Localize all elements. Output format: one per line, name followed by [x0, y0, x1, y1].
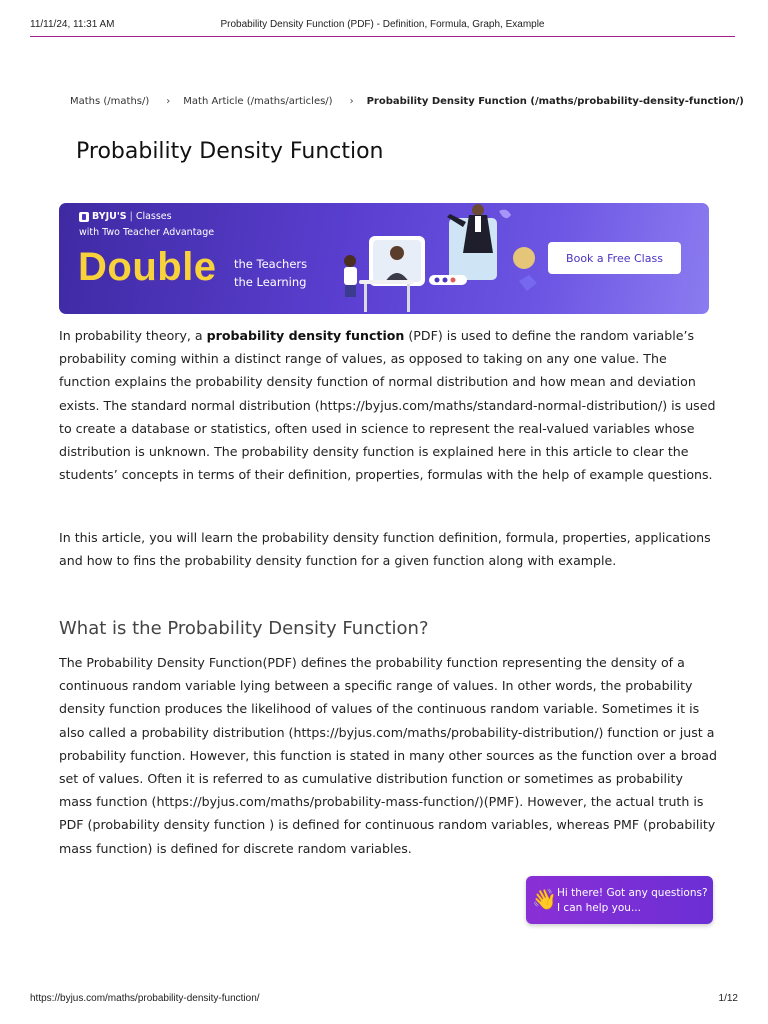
banner-subtext: [234, 255, 307, 291]
intro-paragraph: [59, 324, 719, 486]
intro-lead-text: In probability theory, a: [59, 328, 207, 343]
breadcrumb-item-maths[interactable]: Maths (/maths/): [70, 96, 150, 107]
breadcrumb-separator: ›: [166, 96, 171, 107]
breadcrumb-item-current: Probability Density Function (/maths/probability-density-function/): [366, 96, 744, 107]
chat-line-2: I can help you...: [557, 901, 641, 914]
brand-logo-icon: [79, 212, 89, 222]
intro-bold-term: probability density function: [206, 328, 405, 343]
print-timestamp: 11/11/24, 11:31 AM: [30, 19, 115, 30]
chat-line-1: Hi there! Got any questions?: [557, 887, 708, 899]
breadcrumb-separator: ›: [349, 96, 354, 107]
promo-banner[interactable]: [59, 203, 709, 314]
header-divider: [30, 36, 735, 37]
banner-subline-1: the Teachers: [234, 257, 308, 271]
definition-paragraph: The Probability Density Function(PDF) defines the probability function representing the density of a continuous random variable lying between a specific range of values. In other words, the probability density function produces the likelihood of values of the continuous random variable. Sometimes it is also called a probability distribution (https://byjus.com/maths/probability-distribution/) function or just a probability function. However, this function is stated in many other sources as the function over a broad set of values. Often it is referred to as cumulative distribution function or sometimes as probability mass function (https://byjus.com/maths/probability-mass-function/)(PMF). However, the actual truth is PDF (probability density function ) is defined for continuous random variables, whereas PMF (probability mass function) is defined for discrete random variables.: [59, 655, 718, 856]
breadcrumb: [70, 96, 744, 107]
book-free-class-button[interactable]: Book a Free Class: [548, 242, 681, 274]
section-heading: What is the Probability Density Function?: [59, 618, 429, 639]
banner-tagline: with Two Teacher Advantage: [79, 227, 215, 238]
print-document-title: Probability Density Function (PDF) - Definition, Formula, Graph, Example: [220, 19, 545, 30]
brand-name: BYJU'S: [92, 211, 127, 222]
page-title: Probability Density Function: [76, 139, 384, 164]
chat-widget[interactable]: [526, 876, 713, 924]
page-number: 1/12: [718, 993, 738, 1004]
waving-hand-icon: 👋: [532, 887, 557, 911]
print-footer-url: https://byjus.com/maths/probability-density-function/: [30, 993, 260, 1004]
brand-suffix: Classes: [135, 211, 172, 222]
teachers-illustration: [339, 203, 539, 314]
breadcrumb-item-math-article[interactable]: Math Article (/maths/articles/): [183, 96, 333, 107]
banner-brand: BYJU'S | Classes: [79, 211, 172, 222]
chat-message: [557, 886, 708, 915]
article-overview-paragraph: In this article, you will learn the probability density function definition, formula, properties, applications and how to fins the probability density function for a given function along with example.: [59, 530, 711, 569]
banner-headline: Double: [78, 245, 217, 289]
intro-rest-text: (PDF) is used to define the random variable’s probability coming within a distinct range of values, as opposed to taking on any one value. The function explains the probability density function of normal distribution and how mean and deviation exists. The standard normal distribution (https://byjus.com/maths/standard-normal-distribution/) is used to create a database or statistics, often used in science to represent the real-valued variables whose distribution is unknown. The probability density function is explained here in this article to clear the students’ concepts in terms of their definition, properties, formulas with the help of example questions.: [59, 328, 716, 483]
banner-subline-2: the Learning: [234, 275, 307, 289]
